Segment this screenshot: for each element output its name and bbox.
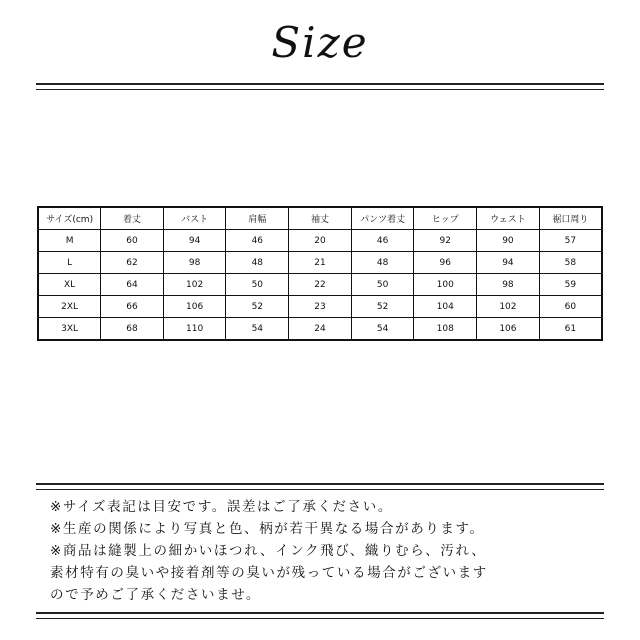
table-cell: 94	[477, 252, 540, 274]
notes-divider-thick	[36, 483, 604, 485]
header-hem: 裾口周り	[539, 207, 602, 230]
table-cell: 90	[477, 230, 540, 252]
table-cell: 96	[414, 252, 477, 274]
table-cell: 50	[351, 274, 414, 296]
table-cell: L	[38, 252, 101, 274]
table-cell: 60	[539, 296, 602, 318]
table-cell: 102	[477, 296, 540, 318]
note-line: 素材特有の臭いや接着剤等の臭いが残っている場合がございます	[50, 565, 488, 581]
footer-divider-thin	[36, 618, 604, 619]
table-cell: 24	[289, 318, 352, 341]
header-bust: バスト	[163, 207, 226, 230]
table-cell: 110	[163, 318, 226, 341]
table-cell: 98	[163, 252, 226, 274]
table-cell: 23	[289, 296, 352, 318]
header-shoulder: 肩幅	[226, 207, 289, 230]
table-cell: 64	[101, 274, 164, 296]
note-line: ※商品は縫製上の細かいほつれ、インク飛び、織りむら、汚れ、	[50, 543, 487, 559]
title-divider-thin	[36, 89, 604, 90]
table-cell: XL	[38, 274, 101, 296]
table-row	[38, 230, 602, 252]
notes-divider-thin	[36, 489, 604, 490]
table-cell: 100	[414, 274, 477, 296]
table-header-row	[38, 207, 602, 230]
page-title: Size	[271, 18, 369, 67]
table-cell: 52	[226, 296, 289, 318]
header-sleeve: 袖丈	[289, 207, 352, 230]
table-cell: 3XL	[38, 318, 101, 341]
table-cell: 54	[351, 318, 414, 341]
table-row	[38, 252, 602, 274]
table-cell: 102	[163, 274, 226, 296]
title-divider-thick	[36, 83, 604, 85]
table-cell: 20	[289, 230, 352, 252]
table-cell: 21	[289, 252, 352, 274]
table-cell: 57	[539, 230, 602, 252]
table-cell: 60	[101, 230, 164, 252]
table-cell: 106	[163, 296, 226, 318]
table-cell: 46	[226, 230, 289, 252]
note-line: ので予めご了承くださいませ。	[50, 587, 261, 603]
table-cell: 58	[539, 252, 602, 274]
table-cell: 2XL	[38, 296, 101, 318]
note-line: ※サイズ表記は目安です。誤差はご了承ください。	[50, 499, 393, 515]
header-pants-length: パンツ着丈	[351, 207, 414, 230]
table-cell: 62	[101, 252, 164, 274]
header-waist: ウェスト	[477, 207, 540, 230]
table-cell: 54	[226, 318, 289, 341]
table-cell: 98	[477, 274, 540, 296]
footer-divider-thick	[36, 612, 604, 614]
table-cell: 108	[414, 318, 477, 341]
header-size: サイズ(cm)	[38, 207, 101, 230]
table-cell: 94	[163, 230, 226, 252]
table-row	[38, 318, 602, 341]
table-cell: 61	[539, 318, 602, 341]
table-cell: 106	[477, 318, 540, 341]
table-cell: 22	[289, 274, 352, 296]
table-cell: M	[38, 230, 101, 252]
table-row	[38, 274, 602, 296]
table-cell: 48	[226, 252, 289, 274]
table-cell: 52	[351, 296, 414, 318]
header-hip: ヒップ	[414, 207, 477, 230]
table-cell: 50	[226, 274, 289, 296]
table-cell: 48	[351, 252, 414, 274]
table-cell: 46	[351, 230, 414, 252]
size-table	[37, 206, 603, 341]
table-row	[38, 296, 602, 318]
table-cell: 92	[414, 230, 477, 252]
note-line: ※生産の関係により写真と色、柄が若干異なる場合があります。	[50, 521, 485, 537]
header-length: 着丈	[101, 207, 164, 230]
table-cell: 104	[414, 296, 477, 318]
table-cell: 68	[101, 318, 164, 341]
table-cell: 66	[101, 296, 164, 318]
table-cell: 59	[539, 274, 602, 296]
notes-block	[50, 496, 610, 606]
